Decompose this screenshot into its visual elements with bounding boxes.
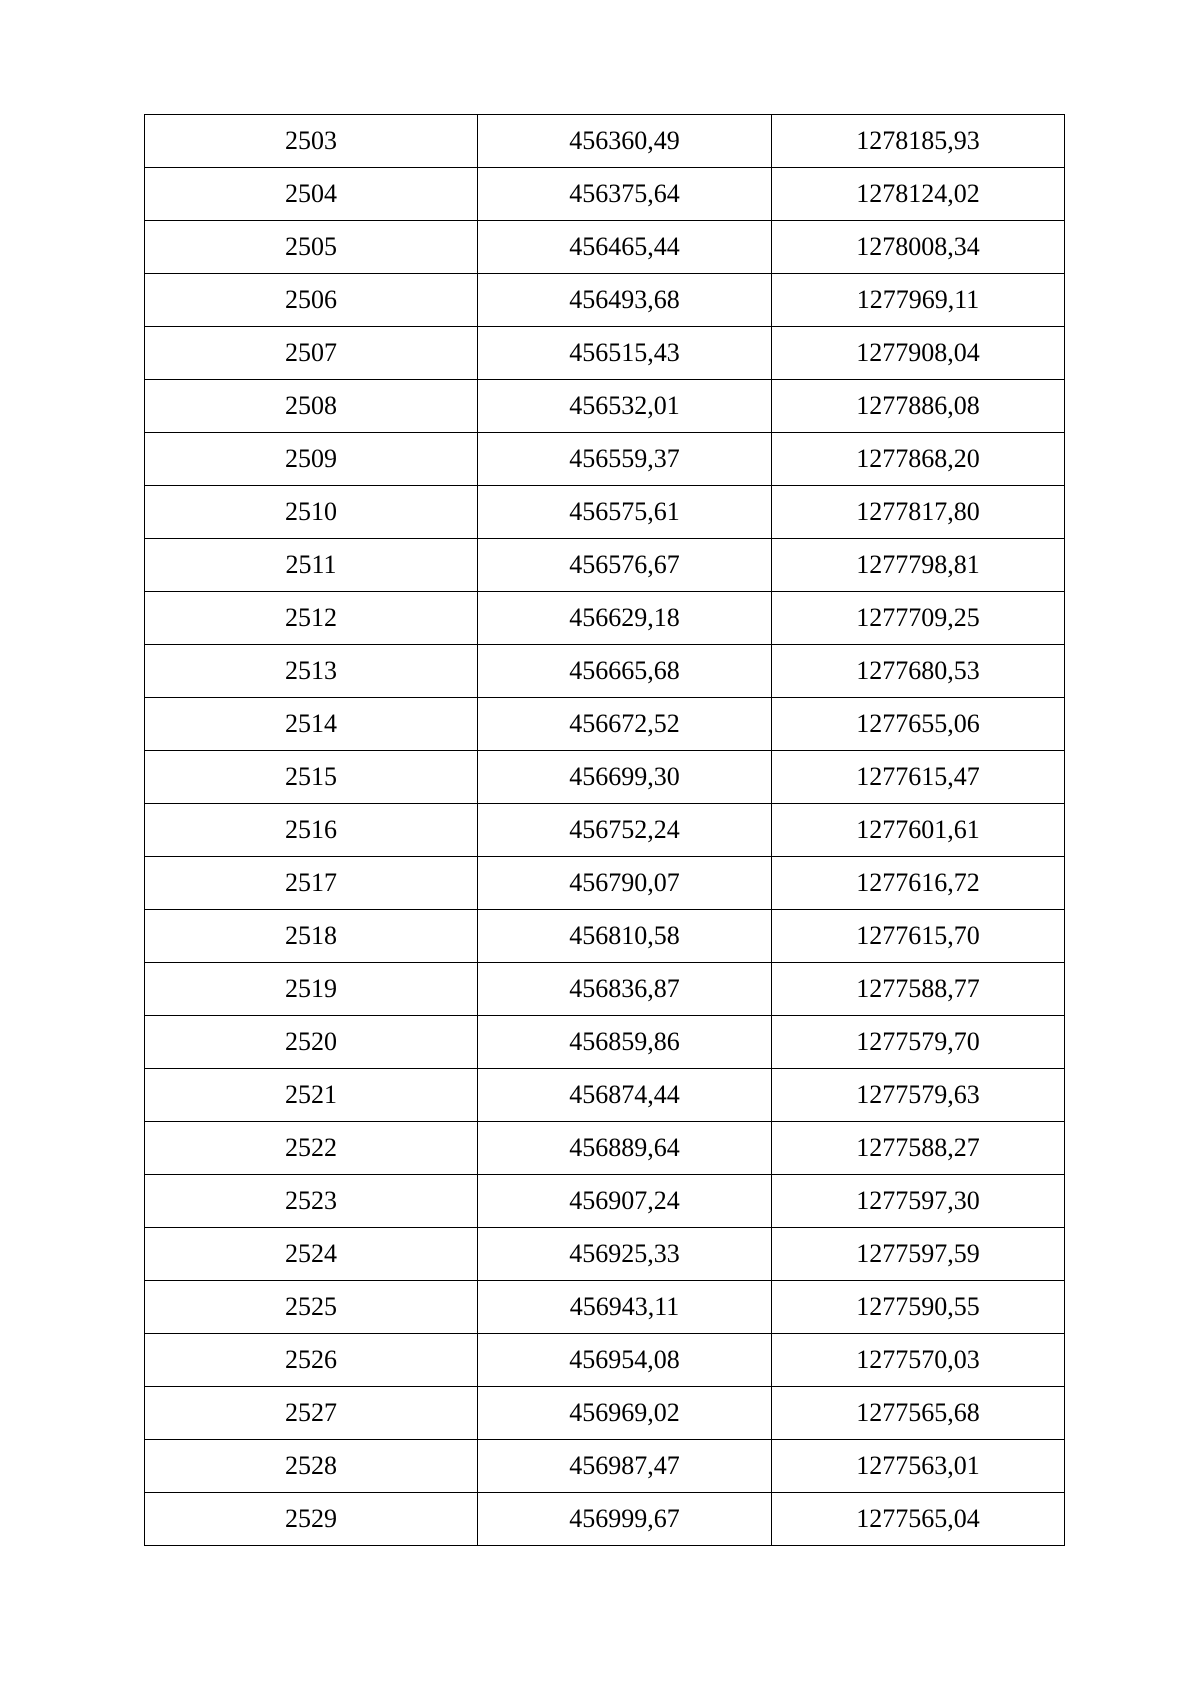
y-coordinate-cell: 1277615,47 — [772, 751, 1065, 804]
x-coordinate-cell: 456559,37 — [478, 433, 772, 486]
y-coordinate-cell: 1277588,77 — [772, 963, 1065, 1016]
x-coordinate-cell: 456515,43 — [478, 327, 772, 380]
point-number-cell: 2508 — [145, 380, 478, 433]
point-number-cell: 2521 — [145, 1069, 478, 1122]
y-coordinate-cell: 1277597,59 — [772, 1228, 1065, 1281]
table-row — [145, 221, 1065, 274]
y-coordinate-cell: 1278185,93 — [772, 115, 1065, 168]
y-coordinate-cell: 1277798,81 — [772, 539, 1065, 592]
table-row — [145, 115, 1065, 168]
table-row — [145, 698, 1065, 751]
point-number-cell: 2510 — [145, 486, 478, 539]
table-row — [145, 380, 1065, 433]
y-coordinate-cell: 1277969,11 — [772, 274, 1065, 327]
table-row — [145, 751, 1065, 804]
y-coordinate-cell: 1277565,68 — [772, 1387, 1065, 1440]
point-number-cell: 2505 — [145, 221, 478, 274]
table-row — [145, 1387, 1065, 1440]
table-row — [145, 486, 1065, 539]
x-coordinate-cell: 456665,68 — [478, 645, 772, 698]
table-row — [145, 168, 1065, 221]
point-number-cell: 2522 — [145, 1122, 478, 1175]
y-coordinate-cell: 1277868,20 — [772, 433, 1065, 486]
x-coordinate-cell: 456532,01 — [478, 380, 772, 433]
x-coordinate-cell: 456969,02 — [478, 1387, 772, 1440]
table-row — [145, 1334, 1065, 1387]
point-number-cell: 2507 — [145, 327, 478, 380]
y-coordinate-cell: 1277570,03 — [772, 1334, 1065, 1387]
x-coordinate-cell: 456672,52 — [478, 698, 772, 751]
x-coordinate-cell: 456790,07 — [478, 857, 772, 910]
table-row — [145, 1281, 1065, 1334]
table-row — [145, 327, 1065, 380]
table-row — [145, 857, 1065, 910]
table-row — [145, 274, 1065, 327]
x-coordinate-cell: 456836,87 — [478, 963, 772, 1016]
table-row — [145, 1440, 1065, 1493]
x-coordinate-cell: 456889,64 — [478, 1122, 772, 1175]
coordinates-table — [144, 114, 1065, 1546]
coordinates-table-body — [145, 115, 1065, 1546]
table-row — [145, 433, 1065, 486]
x-coordinate-cell: 456954,08 — [478, 1334, 772, 1387]
y-coordinate-cell: 1277601,61 — [772, 804, 1065, 857]
x-coordinate-cell: 456575,61 — [478, 486, 772, 539]
x-coordinate-cell: 456629,18 — [478, 592, 772, 645]
point-number-cell: 2520 — [145, 1016, 478, 1069]
table-row — [145, 1175, 1065, 1228]
point-number-cell: 2506 — [145, 274, 478, 327]
point-number-cell: 2518 — [145, 910, 478, 963]
point-number-cell: 2515 — [145, 751, 478, 804]
point-number-cell: 2504 — [145, 168, 478, 221]
point-number-cell: 2503 — [145, 115, 478, 168]
point-number-cell: 2513 — [145, 645, 478, 698]
y-coordinate-cell: 1277817,80 — [772, 486, 1065, 539]
point-number-cell: 2516 — [145, 804, 478, 857]
point-number-cell: 2524 — [145, 1228, 478, 1281]
table-row — [145, 1122, 1065, 1175]
x-coordinate-cell: 456752,24 — [478, 804, 772, 857]
x-coordinate-cell: 456859,86 — [478, 1016, 772, 1069]
x-coordinate-cell: 456810,58 — [478, 910, 772, 963]
x-coordinate-cell: 456987,47 — [478, 1440, 772, 1493]
x-coordinate-cell: 456999,67 — [478, 1493, 772, 1546]
point-number-cell: 2529 — [145, 1493, 478, 1546]
table-row — [145, 910, 1065, 963]
x-coordinate-cell: 456375,64 — [478, 168, 772, 221]
point-number-cell: 2509 — [145, 433, 478, 486]
table-row — [145, 804, 1065, 857]
y-coordinate-cell: 1277680,53 — [772, 645, 1065, 698]
y-coordinate-cell: 1277709,25 — [772, 592, 1065, 645]
point-number-cell: 2517 — [145, 857, 478, 910]
x-coordinate-cell: 456465,44 — [478, 221, 772, 274]
table-row — [145, 963, 1065, 1016]
point-number-cell: 2514 — [145, 698, 478, 751]
table-row — [145, 645, 1065, 698]
y-coordinate-cell: 1277615,70 — [772, 910, 1065, 963]
table-row — [145, 1016, 1065, 1069]
point-number-cell: 2512 — [145, 592, 478, 645]
y-coordinate-cell: 1277908,04 — [772, 327, 1065, 380]
point-number-cell: 2519 — [145, 963, 478, 1016]
x-coordinate-cell: 456699,30 — [478, 751, 772, 804]
point-number-cell: 2526 — [145, 1334, 478, 1387]
point-number-cell: 2528 — [145, 1440, 478, 1493]
x-coordinate-cell: 456925,33 — [478, 1228, 772, 1281]
y-coordinate-cell: 1277886,08 — [772, 380, 1065, 433]
y-coordinate-cell: 1278008,34 — [772, 221, 1065, 274]
table-row — [145, 539, 1065, 592]
y-coordinate-cell: 1277616,72 — [772, 857, 1065, 910]
point-number-cell: 2525 — [145, 1281, 478, 1334]
table-row — [145, 1069, 1065, 1122]
x-coordinate-cell: 456360,49 — [478, 115, 772, 168]
y-coordinate-cell: 1277579,63 — [772, 1069, 1065, 1122]
x-coordinate-cell: 456907,24 — [478, 1175, 772, 1228]
x-coordinate-cell: 456874,44 — [478, 1069, 772, 1122]
point-number-cell: 2527 — [145, 1387, 478, 1440]
y-coordinate-cell: 1277655,06 — [772, 698, 1065, 751]
y-coordinate-cell: 1277563,01 — [772, 1440, 1065, 1493]
y-coordinate-cell: 1277565,04 — [772, 1493, 1065, 1546]
y-coordinate-cell: 1277597,30 — [772, 1175, 1065, 1228]
table-row — [145, 592, 1065, 645]
table-row — [145, 1228, 1065, 1281]
y-coordinate-cell: 1278124,02 — [772, 168, 1065, 221]
x-coordinate-cell: 456943,11 — [478, 1281, 772, 1334]
y-coordinate-cell: 1277590,55 — [772, 1281, 1065, 1334]
x-coordinate-cell: 456493,68 — [478, 274, 772, 327]
x-coordinate-cell: 456576,67 — [478, 539, 772, 592]
point-number-cell: 2511 — [145, 539, 478, 592]
point-number-cell: 2523 — [145, 1175, 478, 1228]
y-coordinate-cell: 1277588,27 — [772, 1122, 1065, 1175]
table-row — [145, 1493, 1065, 1546]
y-coordinate-cell: 1277579,70 — [772, 1016, 1065, 1069]
